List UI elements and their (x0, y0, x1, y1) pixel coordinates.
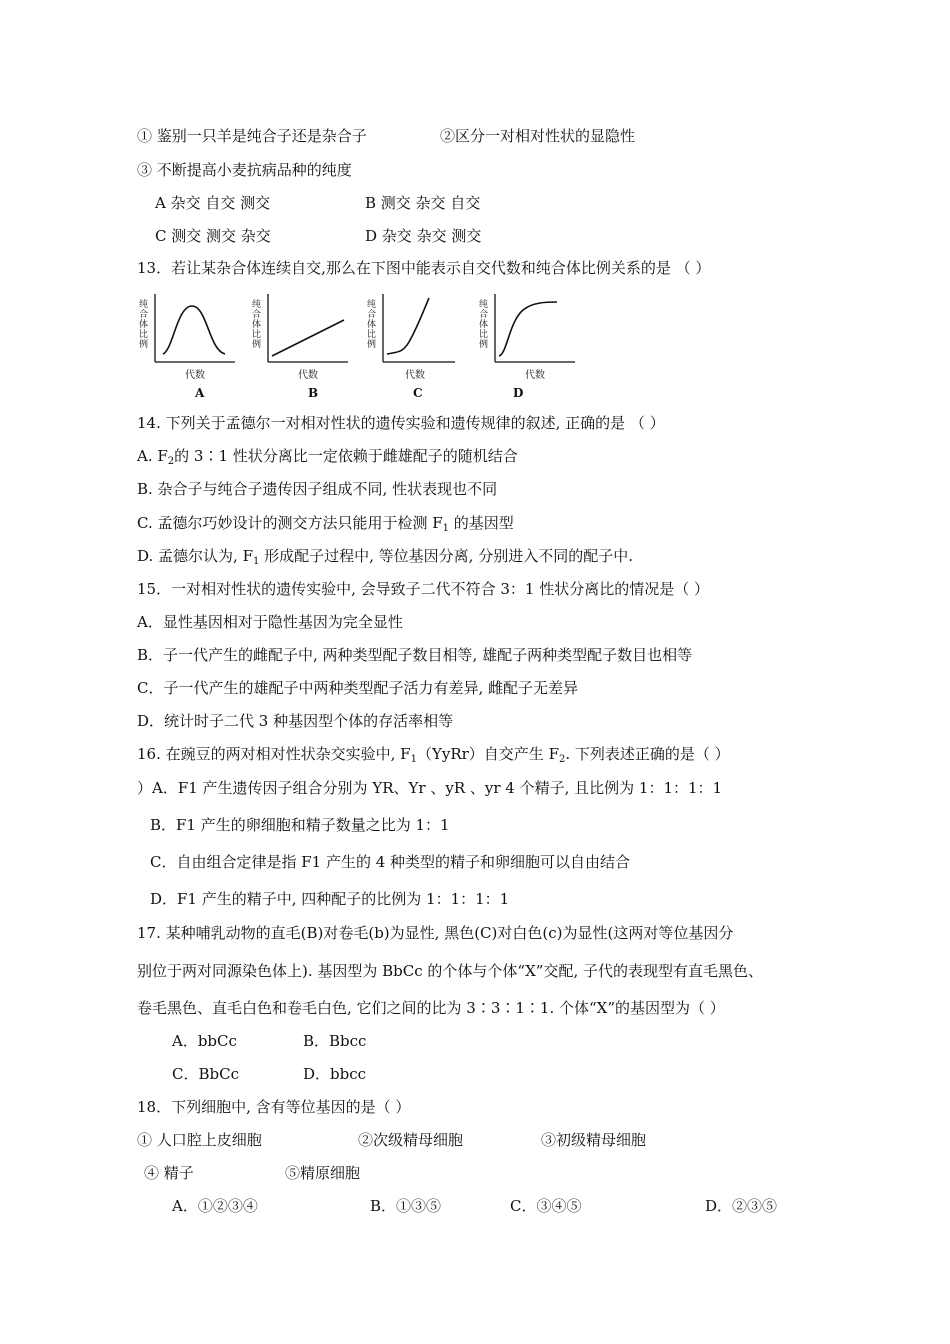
q12-item-1: ① 鉴别一只羊是纯合子还是杂合子 (137, 127, 367, 145)
q14-option-d: D. 孟德尔认为, $F_1$ 形成配子过程中, 等位基因分离, 分别进入不同的配子中. (137, 547, 633, 567)
graph-a-curve (163, 306, 225, 354)
q18-item-4: ④ 精子 (144, 1164, 194, 1182)
graph-c-label: C (413, 386, 423, 400)
graph-d-label: D (513, 386, 524, 400)
q16-option-c: C．自由组合定律是指 F1 产生的 4 种类型的精子和卵细胞可以自由结合 (150, 853, 631, 871)
q17-option-b: B．Bbcc (303, 1032, 367, 1050)
graph-c-ylabel: 纯合体比例 (367, 300, 377, 350)
graph-b-plot (250, 292, 350, 372)
q12-item-2: ②区分一对相对性状的显隐性 (440, 127, 636, 145)
q14-stem: 14. 下列关于孟德尔一对相对性状的遗传实验和遗传规律的叙述, 正确的是 （ ） (137, 414, 665, 432)
q13-graph-set (137, 292, 577, 400)
graph-b-xlabel: 代数 (298, 370, 318, 381)
graph-b (250, 292, 350, 400)
q17-line-3: 卷毛黑色、直毛白色和卷毛白色, 它们之间的比为 3∶3∶1∶1. 个体“X”的基因型为（ ） (137, 999, 725, 1017)
q16-stem: 16. 在豌豆的两对相对性状杂交实验中, $F_1(YyRr)$自交产生 $F_2$. 下列表述正确的是（ ） (137, 745, 730, 765)
q18-item-1: ① 人口腔上皮细胞 (137, 1131, 262, 1149)
graph-a-label: A (195, 386, 205, 400)
q17-option-d: D．bbcc (303, 1065, 367, 1083)
q13-stem: 13．若让某杂合体连续自交,那么在下图中能表示自交代数和纯合体比例关系的是 （ ） (137, 259, 711, 277)
q15-option-d: D．统计时子二代 3 种基因型个体的存活率相等 (137, 712, 454, 730)
graph-a-plot (137, 292, 237, 372)
graph-d-xlabel: 代数 (525, 370, 545, 381)
graph-a (137, 292, 237, 400)
graph-d-ylabel: 纯合体比例 (479, 300, 489, 350)
q18-item-2: ②次级精母细胞 (358, 1131, 464, 1149)
q18-option-a: A．①②③④ (172, 1197, 258, 1215)
q16-option-d: D．F1 产生的精子中, 四种配子的比例为 1：1：1：1 (150, 890, 510, 908)
graph-c-plot (365, 292, 465, 372)
q17-option-c: C．BbCc (172, 1065, 239, 1083)
q18-stem: 18．下列细胞中, 含有等位基因的是（ ） (137, 1098, 411, 1116)
graph-c-xlabel: 代数 (405, 370, 425, 381)
q15-option-b: B．子一代产生的雌配子中, 两种类型配子数目相等, 雄配子两种类型配子数目也相等 (137, 646, 693, 664)
graph-c-curve (387, 298, 429, 354)
q15-stem: 15．一对相对性状的遗传实验中, 会导致子二代不符合 3：1 性状分离比的情况是（ ） (137, 580, 710, 598)
graph-a-ylabel: 纯合体比例 (139, 300, 149, 350)
graph-a-xlabel: 代数 (185, 370, 205, 381)
q15-option-a: A．显性基因相对于隐性基因为完全显性 (137, 613, 403, 631)
q14-option-b: B. 杂合子与纯合子遗传因子组成不同, 性状表现也不同 (137, 480, 498, 498)
q17-line-2: 别位于两对同源染色体上). 基因型为 BbCc 的个体与个体“X”交配, 子代的表现型有直毛黑色、 (137, 962, 763, 980)
q18-item-5: ⑤精原细胞 (285, 1164, 361, 1182)
q12-option-c: C 测交 测交 杂交 (155, 227, 271, 245)
graph-d-plot (477, 292, 577, 372)
q12-option-d: D 杂交 杂交 测交 (365, 227, 482, 245)
graph-b-ylabel: 纯合体比例 (252, 300, 262, 350)
graph-b-curve (272, 320, 344, 356)
q18-option-b: B．①③⑤ (370, 1197, 442, 1215)
q14-option-c: C. 孟德尔巧妙设计的测交方法只能用于检测 $F_1$ 的基因型 (137, 514, 514, 534)
graph-b-label: B (308, 386, 319, 400)
q12-option-a: A 杂交 自交 测交 (155, 194, 271, 212)
q18-option-c: C．③④⑤ (510, 1197, 582, 1215)
q17-line-1: 17. 某种哺乳动物的直毛(B)对卷毛(b)为显性, 黑色(C)对白色(c)为显性(这两对等位基因分 (137, 924, 734, 942)
q12-item-3: ③ 不断提高小麦抗病品种的纯度 (137, 161, 352, 179)
graph-d (477, 292, 577, 400)
q16-option-b: B．F1 产生的卵细胞和精子数量之比为 1：1 (150, 816, 450, 834)
q17-option-a: A．bbCc (172, 1032, 237, 1050)
q16-option-a: ）A．F1 产生遗传因子组合分别为 YR、Yr 、yR 、yr 4 个精子, 且比例为 1：1：1：1 (137, 779, 723, 797)
q14-option-a: A. $F_2$的 3∶1 性状分离比一定依赖于雌雄配子的随机结合 (137, 447, 518, 467)
q18-item-3: ③初级精母细胞 (541, 1131, 647, 1149)
graph-d-curve (499, 302, 557, 356)
q12-option-b: B 测交 杂交 自交 (365, 194, 481, 212)
q15-option-c: C．子一代产生的雄配子中两种类型配子活力有差异, 雌配子无差异 (137, 679, 579, 697)
graph-c (365, 292, 465, 400)
q18-option-d: D．②③⑤ (705, 1197, 778, 1215)
